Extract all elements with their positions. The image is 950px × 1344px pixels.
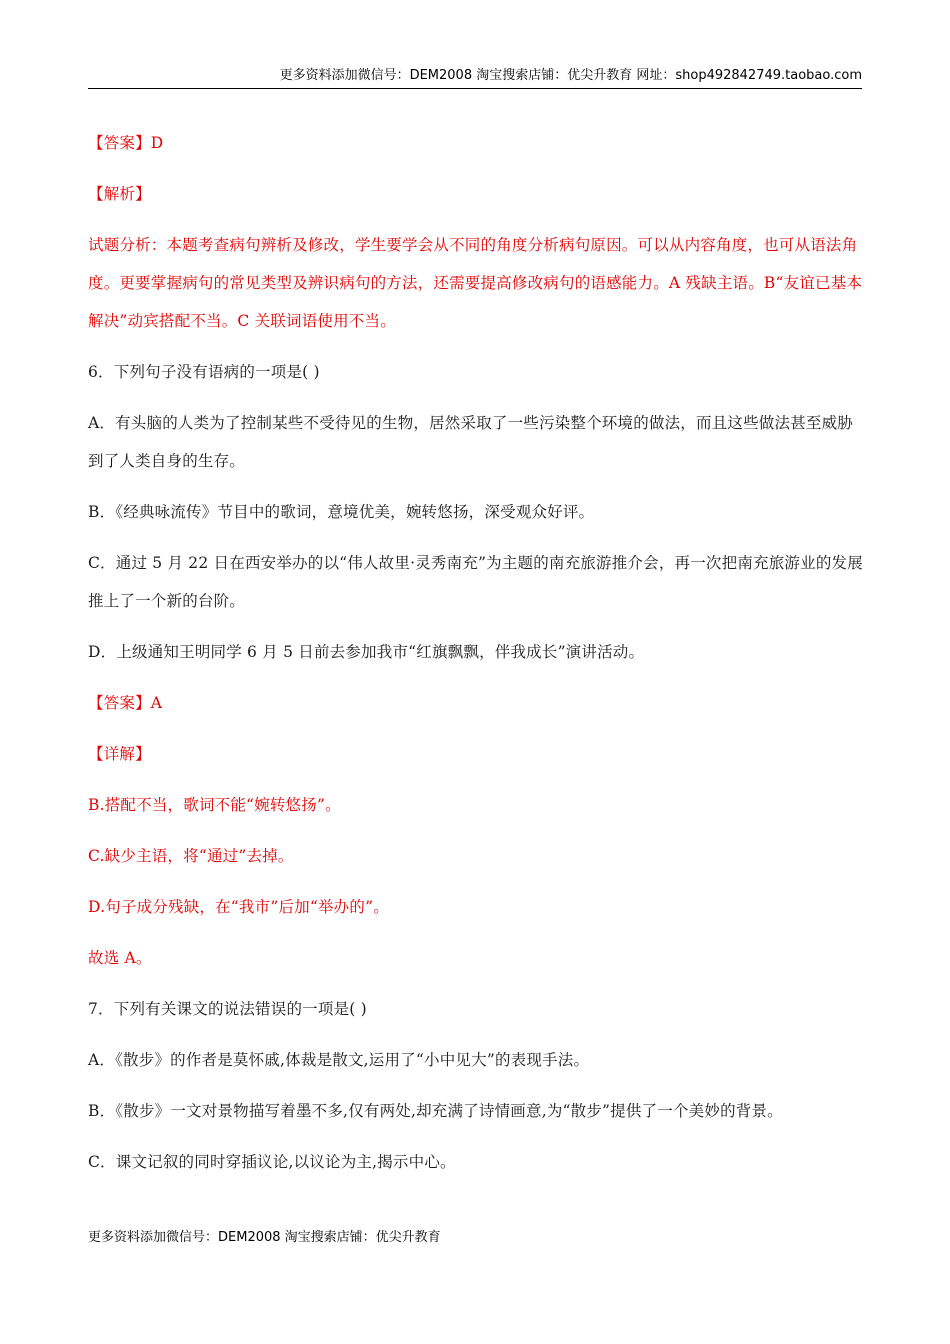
detail-conclusion: 故选 A。 bbox=[88, 949, 152, 967]
page-header bbox=[88, 66, 862, 89]
answer-label-2: 【答案】A bbox=[88, 694, 163, 712]
detail-c: C.缺少主语，将“通过”去掉。 bbox=[88, 847, 294, 865]
page-footer bbox=[88, 1226, 441, 1245]
question-7: 7．下列有关课文的说法错误的一项是( ) bbox=[88, 1000, 367, 1018]
question-6-option-a: A．有头脑的人类为了控制某些不受待见的生物，居然采取了一些污染整个环境的做法，而且这些做法甚至威胁到了人类自身的生存。 bbox=[88, 414, 853, 470]
detail-heading: 【详解】 bbox=[88, 745, 151, 763]
question-6-option-c: C．通过 5 月 22 日在西安举办的以“伟人故里·灵秀南充”为主题的南充旅游推介会，再一次把南充旅游业的发展推上了一个新的台阶。 bbox=[88, 554, 863, 610]
analysis-body: 试题分析：本题考查病句辨析及修改，学生要学会从不同的角度分析病句原因。可以从内容角度，也可从语法角度。更要掌握病句的常见类型及辨识病句的方法，还需要提高修改病句的语感能力。A 残缺主语。B“友谊已基本解决”动宾搭配不当。C 关联词语使用不当。 bbox=[88, 236, 863, 330]
header-text: 更多资料添加微信号：DEM2008 淘宝搜索店铺：优尖升教育 网址：shop492842749.taobao.com bbox=[279, 68, 862, 83]
question-7-option-b: B．《散步》一文对景物描写着墨不多,仅有两处,却充满了诗情画意,为“散步”提供了一个美妙的背景。 bbox=[88, 1102, 783, 1120]
detail-b: B.搭配不当，歌词不能“婉转悠扬”。 bbox=[88, 796, 341, 814]
analysis-heading: 【解析】 bbox=[88, 185, 151, 203]
question-6: 6．下列句子没有语病的一项是( ) bbox=[88, 363, 320, 381]
question-6-option-b: B．《经典咏流传》节目中的歌词，意境优美，婉转悠扬，深受观众好评。 bbox=[88, 503, 595, 521]
footer-text: 更多资料添加微信号：DEM2008 淘宝搜索店铺：优尖升教育 bbox=[88, 1230, 441, 1245]
detail-d: D.句子成分残缺，在“我市”后加“举办的”。 bbox=[88, 898, 389, 916]
question-7-option-c: C．课文记叙的同时穿插议论,以议论为主,揭示中心。 bbox=[88, 1153, 456, 1171]
question-7-option-a: A．《散步》的作者是莫怀戚,体裁是散文,运用了“小中见大”的表现手法。 bbox=[88, 1051, 590, 1069]
document-body bbox=[88, 124, 864, 1194]
question-6-option-d: D．上级通知王明同学 6 月 5 日前去参加我市“红旗飘飘，伴我成长”演讲活动。 bbox=[88, 643, 645, 661]
answer-label: 【答案】D bbox=[88, 134, 164, 152]
